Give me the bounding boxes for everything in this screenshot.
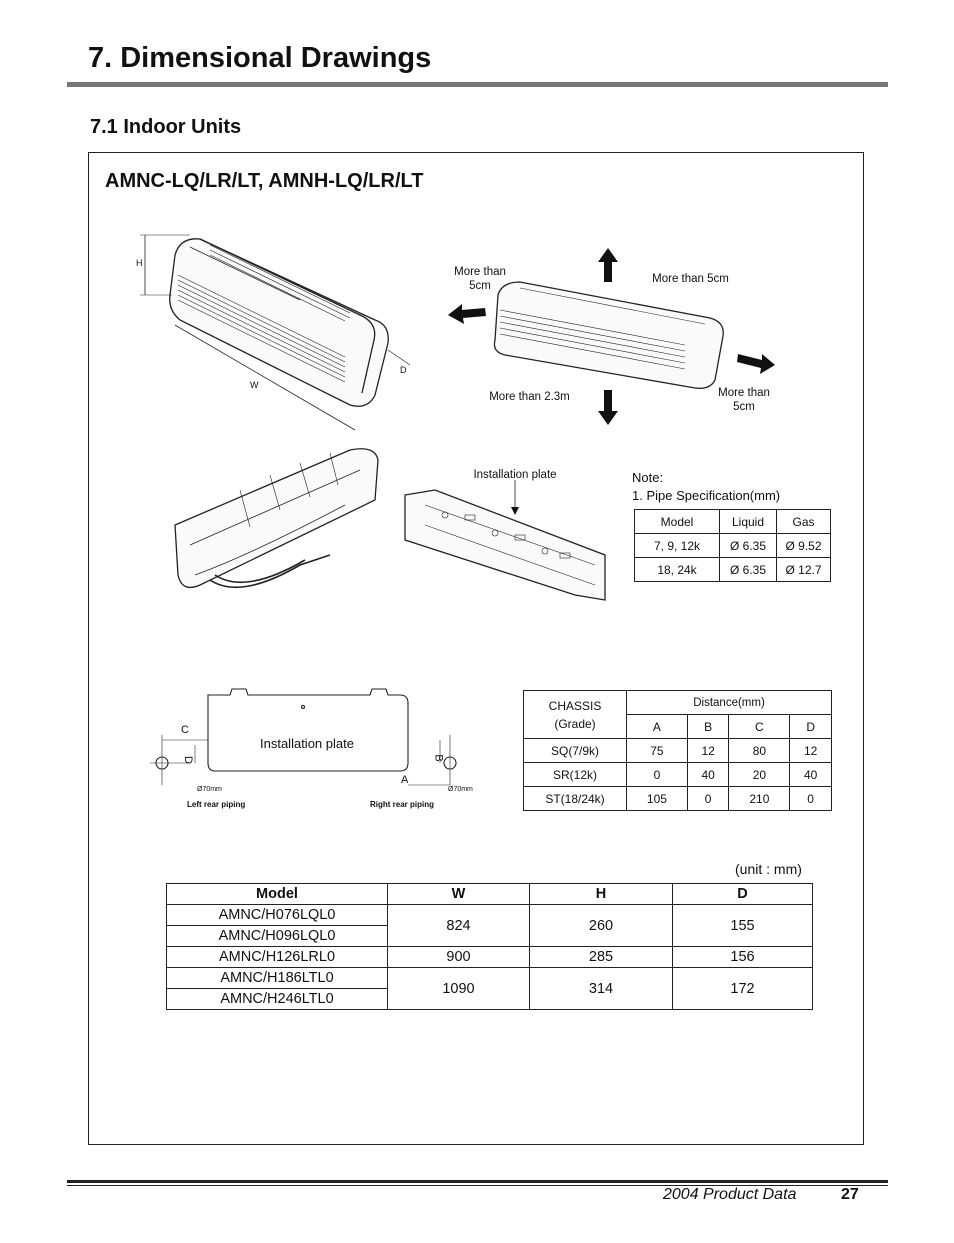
table-header-cell: Model: [635, 510, 720, 534]
dimension-h-label: H: [136, 258, 143, 268]
installation-plate-caption: Installation plate: [473, 469, 557, 481]
table-header-cell: D: [790, 715, 832, 739]
section-title: 7.1 Indoor Units: [90, 116, 242, 138]
dimension-d-label-plate: D: [181, 756, 194, 764]
title-rule: [67, 82, 888, 87]
note-item: 1. Pipe Specification(mm): [632, 488, 781, 503]
left-pipe-diameter: Ø70mm: [197, 786, 222, 793]
table-header-cell: Gas: [777, 510, 831, 534]
table-row: [167, 968, 813, 989]
table-cell: 0: [627, 763, 688, 787]
plate-diagram-label: Installation plate: [260, 736, 354, 751]
unit-back-drawing: [170, 445, 385, 605]
table-header-cell: B: [687, 715, 729, 739]
clearance-bottom-label: More than 2.3m: [489, 391, 570, 403]
dimension-d-label: D: [400, 365, 407, 375]
clearance-right-label: More than 5cm: [718, 387, 770, 413]
w-cell: 824: [388, 905, 530, 947]
model-title: AMNC-LQ/LR/LT, AMNH-LQ/LR/LT: [105, 170, 424, 192]
table-cell: SQ(7/9k): [524, 739, 627, 763]
table-cell: 7, 9, 12k: [635, 534, 720, 558]
table-row: [167, 905, 813, 926]
table-cell: SR(12k): [524, 763, 627, 787]
distance-header: Distance(mm): [627, 691, 832, 715]
table-row: [635, 558, 831, 582]
table-cell: Ø 12.7: [777, 558, 831, 582]
d-cell: 155: [673, 905, 813, 947]
table-header-cell: C: [729, 715, 790, 739]
note-title: Note:: [632, 470, 664, 485]
table-cell: 0: [790, 787, 832, 811]
table-cell: 20: [729, 763, 790, 787]
table-header-row: [635, 510, 831, 534]
dimension-a-label: A: [401, 774, 409, 786]
table-cell: 12: [790, 739, 832, 763]
model-cell: AMNC/H246LTL0: [167, 989, 388, 1010]
chassis-header: CHASSIS (Grade): [524, 691, 627, 739]
table-cell: 0: [687, 787, 729, 811]
table-header-cell: D: [673, 884, 813, 905]
dimension-table: [166, 883, 813, 1010]
installation-plate-drawing: [395, 485, 615, 605]
w-cell: 900: [388, 947, 530, 968]
dimension-b-label: B: [432, 754, 445, 762]
table-cell: ST(18/24k): [524, 787, 627, 811]
footer-rule: [67, 1180, 888, 1183]
table-cell: 210: [729, 787, 790, 811]
table-cell: 12: [687, 739, 729, 763]
page-title: 7. Dimensional Drawings: [88, 42, 432, 74]
d-cell: 172: [673, 968, 813, 1010]
table-row: [167, 947, 813, 968]
indoor-unit-dimension-drawing: [130, 225, 430, 445]
distance-table: [523, 690, 832, 811]
table-header-cell: Liquid: [720, 510, 777, 534]
page-number: 27: [841, 1186, 859, 1203]
pipe-spec-table: [634, 509, 831, 582]
clearance-top-label: More than 5cm: [652, 273, 729, 285]
h-cell: 260: [530, 905, 673, 947]
table-cell: Ø 9.52: [777, 534, 831, 558]
footer-text: 2004 Product Data: [663, 1186, 797, 1203]
dimension-w-label: W: [250, 380, 259, 390]
d-cell: 156: [673, 947, 813, 968]
table-cell: 75: [627, 739, 688, 763]
table-cell: 80: [729, 739, 790, 763]
table-header-cell: Model: [167, 884, 388, 905]
h-cell: 285: [530, 947, 673, 968]
table-cell: 40: [687, 763, 729, 787]
right-pipe-diameter: Ø70mm: [448, 786, 473, 793]
table-header-row: [524, 691, 832, 715]
model-cell: AMNC/H096LQL0: [167, 926, 388, 947]
table-header-cell: H: [530, 884, 673, 905]
model-cell: AMNC/H076LQL0: [167, 905, 388, 926]
table-row: [524, 763, 832, 787]
table-cell: 105: [627, 787, 688, 811]
table-cell: Ø 6.35: [720, 534, 777, 558]
dimension-c-label: C: [181, 724, 189, 736]
model-cell: AMNC/H126LRL0: [167, 947, 388, 968]
left-rear-piping-caption: Left rear piping: [187, 800, 246, 809]
unit-note: (unit : mm): [735, 861, 802, 877]
h-cell: 314: [530, 968, 673, 1010]
table-cell: 40: [790, 763, 832, 787]
table-cell: 18, 24k: [635, 558, 720, 582]
table-row: [524, 787, 832, 811]
right-rear-piping-caption: Right rear piping: [370, 800, 434, 809]
table-header-cell: A: [627, 715, 688, 739]
table-row: [635, 534, 831, 558]
w-cell: 1090: [388, 968, 530, 1010]
clearance-left-label: More than 5cm: [454, 266, 506, 292]
table-row: [524, 739, 832, 763]
table-cell: Ø 6.35: [720, 558, 777, 582]
table-header-cell: W: [388, 884, 530, 905]
model-cell: AMNC/H186LTL0: [167, 968, 388, 989]
table-header-row: [167, 884, 813, 905]
